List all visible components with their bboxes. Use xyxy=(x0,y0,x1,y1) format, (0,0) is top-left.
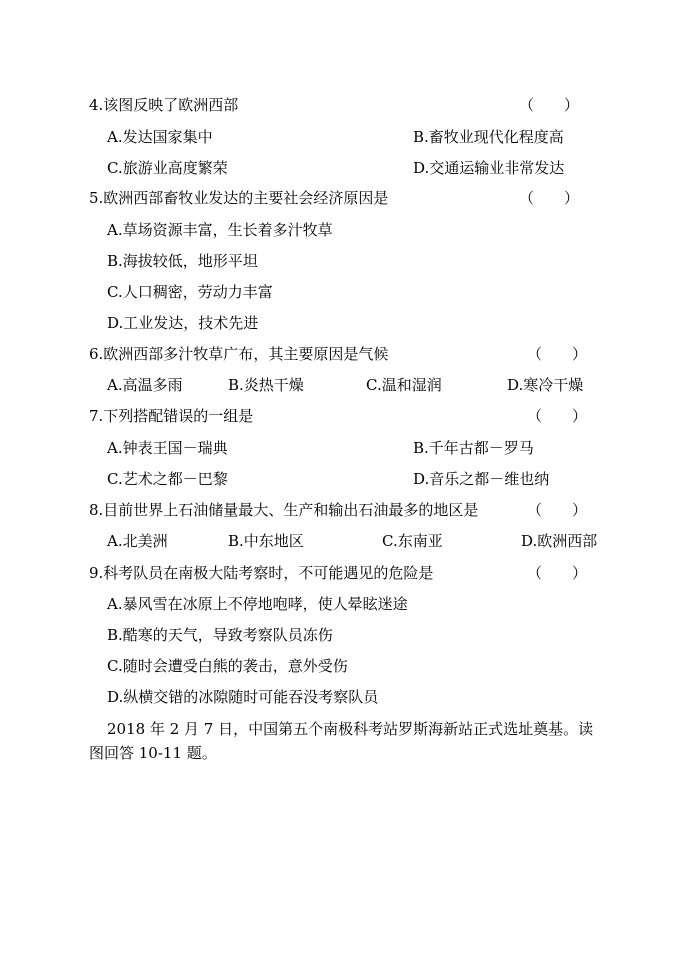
question-4-option-b: B.畜牧业现代化程度高 xyxy=(413,128,564,146)
question-7-option-d: D.音乐之都－维也纳 xyxy=(413,470,550,488)
question-6-answer-blank: （ ） xyxy=(527,345,588,363)
question-7-answer-blank: （ ） xyxy=(527,407,588,425)
question-8-stem: 8.目前世界上石油储量最大、生产和输出石油最多的地区是 xyxy=(89,501,479,519)
question-6-option-b: B.炎热干燥 xyxy=(228,376,304,394)
question-4-option-d: D.交通运输业非常发达 xyxy=(413,159,565,177)
question-9-option-d: D.纵横交错的冰隙随时可能吞没考察队员 xyxy=(107,688,379,706)
question-7-option-b: B.千年古都－罗马 xyxy=(413,439,534,457)
question-9-stem: 9.科考队员在南极大陆考察时，不可能遇见的危险是 xyxy=(89,564,434,582)
question-7 xyxy=(89,405,589,427)
question-9-option-c: C.随时会遭受白熊的袭击，意外受伤 xyxy=(107,657,348,675)
question-7-option-c: C.艺术之都－巴黎 xyxy=(107,470,228,488)
question-5-answer-blank: （ ） xyxy=(519,189,580,207)
question-5 xyxy=(89,187,589,209)
question-9-option-b: B.酷寒的天气，导致考察队员冻伤 xyxy=(107,626,333,644)
question-9-option-a: A.暴风雪在冰原上不停地咆哮，使人晕眩迷途 xyxy=(107,595,408,613)
question-8-option-c: C.东南亚 xyxy=(382,532,443,550)
question-8-option-a: A.北美洲 xyxy=(107,532,168,550)
question-6-option-c: C.温和湿润 xyxy=(366,376,442,394)
question-6-option-d: D.寒冷干燥 xyxy=(507,376,584,394)
question-9-answer-blank: （ ） xyxy=(527,564,588,582)
question-6-option-a: A.高温多雨 xyxy=(107,376,183,394)
question-8-answer-blank: （ ） xyxy=(527,501,588,519)
question-9 xyxy=(89,562,589,584)
passage-line-1: 2018 年 2 月 7 日，中国第五个南极科考站罗斯海新站正式选址奠基。读 xyxy=(107,720,594,738)
question-4-option-c: C.旅游业高度繁荣 xyxy=(107,159,228,177)
question-5-option-c: C.人口稠密，劳动力丰富 xyxy=(107,283,273,301)
question-4-option-a: A.发达国家集中 xyxy=(107,128,213,146)
question-8-option-b: B.中东地区 xyxy=(228,532,304,550)
question-8 xyxy=(89,499,589,521)
question-4-answer-blank: （ ） xyxy=(519,96,580,114)
question-6 xyxy=(89,343,589,365)
question-5-option-a: A.草场资源丰富，生长着多汁牧草 xyxy=(107,221,333,239)
question-8-option-d: D.欧洲西部 xyxy=(521,532,598,550)
question-5-stem: 5.欧洲西部畜牧业发达的主要社会经济原因是 xyxy=(89,189,389,207)
passage-line-2: 图回答 10-11 题。 xyxy=(89,744,217,762)
question-7-option-a: A.钟表王国－瑞典 xyxy=(107,439,228,457)
question-7-stem: 7.下列搭配错误的一组是 xyxy=(89,407,254,425)
question-4-stem: 4.该图反映了欧洲西部 xyxy=(89,96,239,114)
question-5-option-b: B.海拔较低，地形平坦 xyxy=(107,252,258,270)
question-4 xyxy=(89,94,589,116)
question-6-stem: 6.欧洲西部多汁牧草广布，其主要原因是气候 xyxy=(89,345,389,363)
question-5-option-d: D.工业发达，技术先进 xyxy=(107,314,259,332)
